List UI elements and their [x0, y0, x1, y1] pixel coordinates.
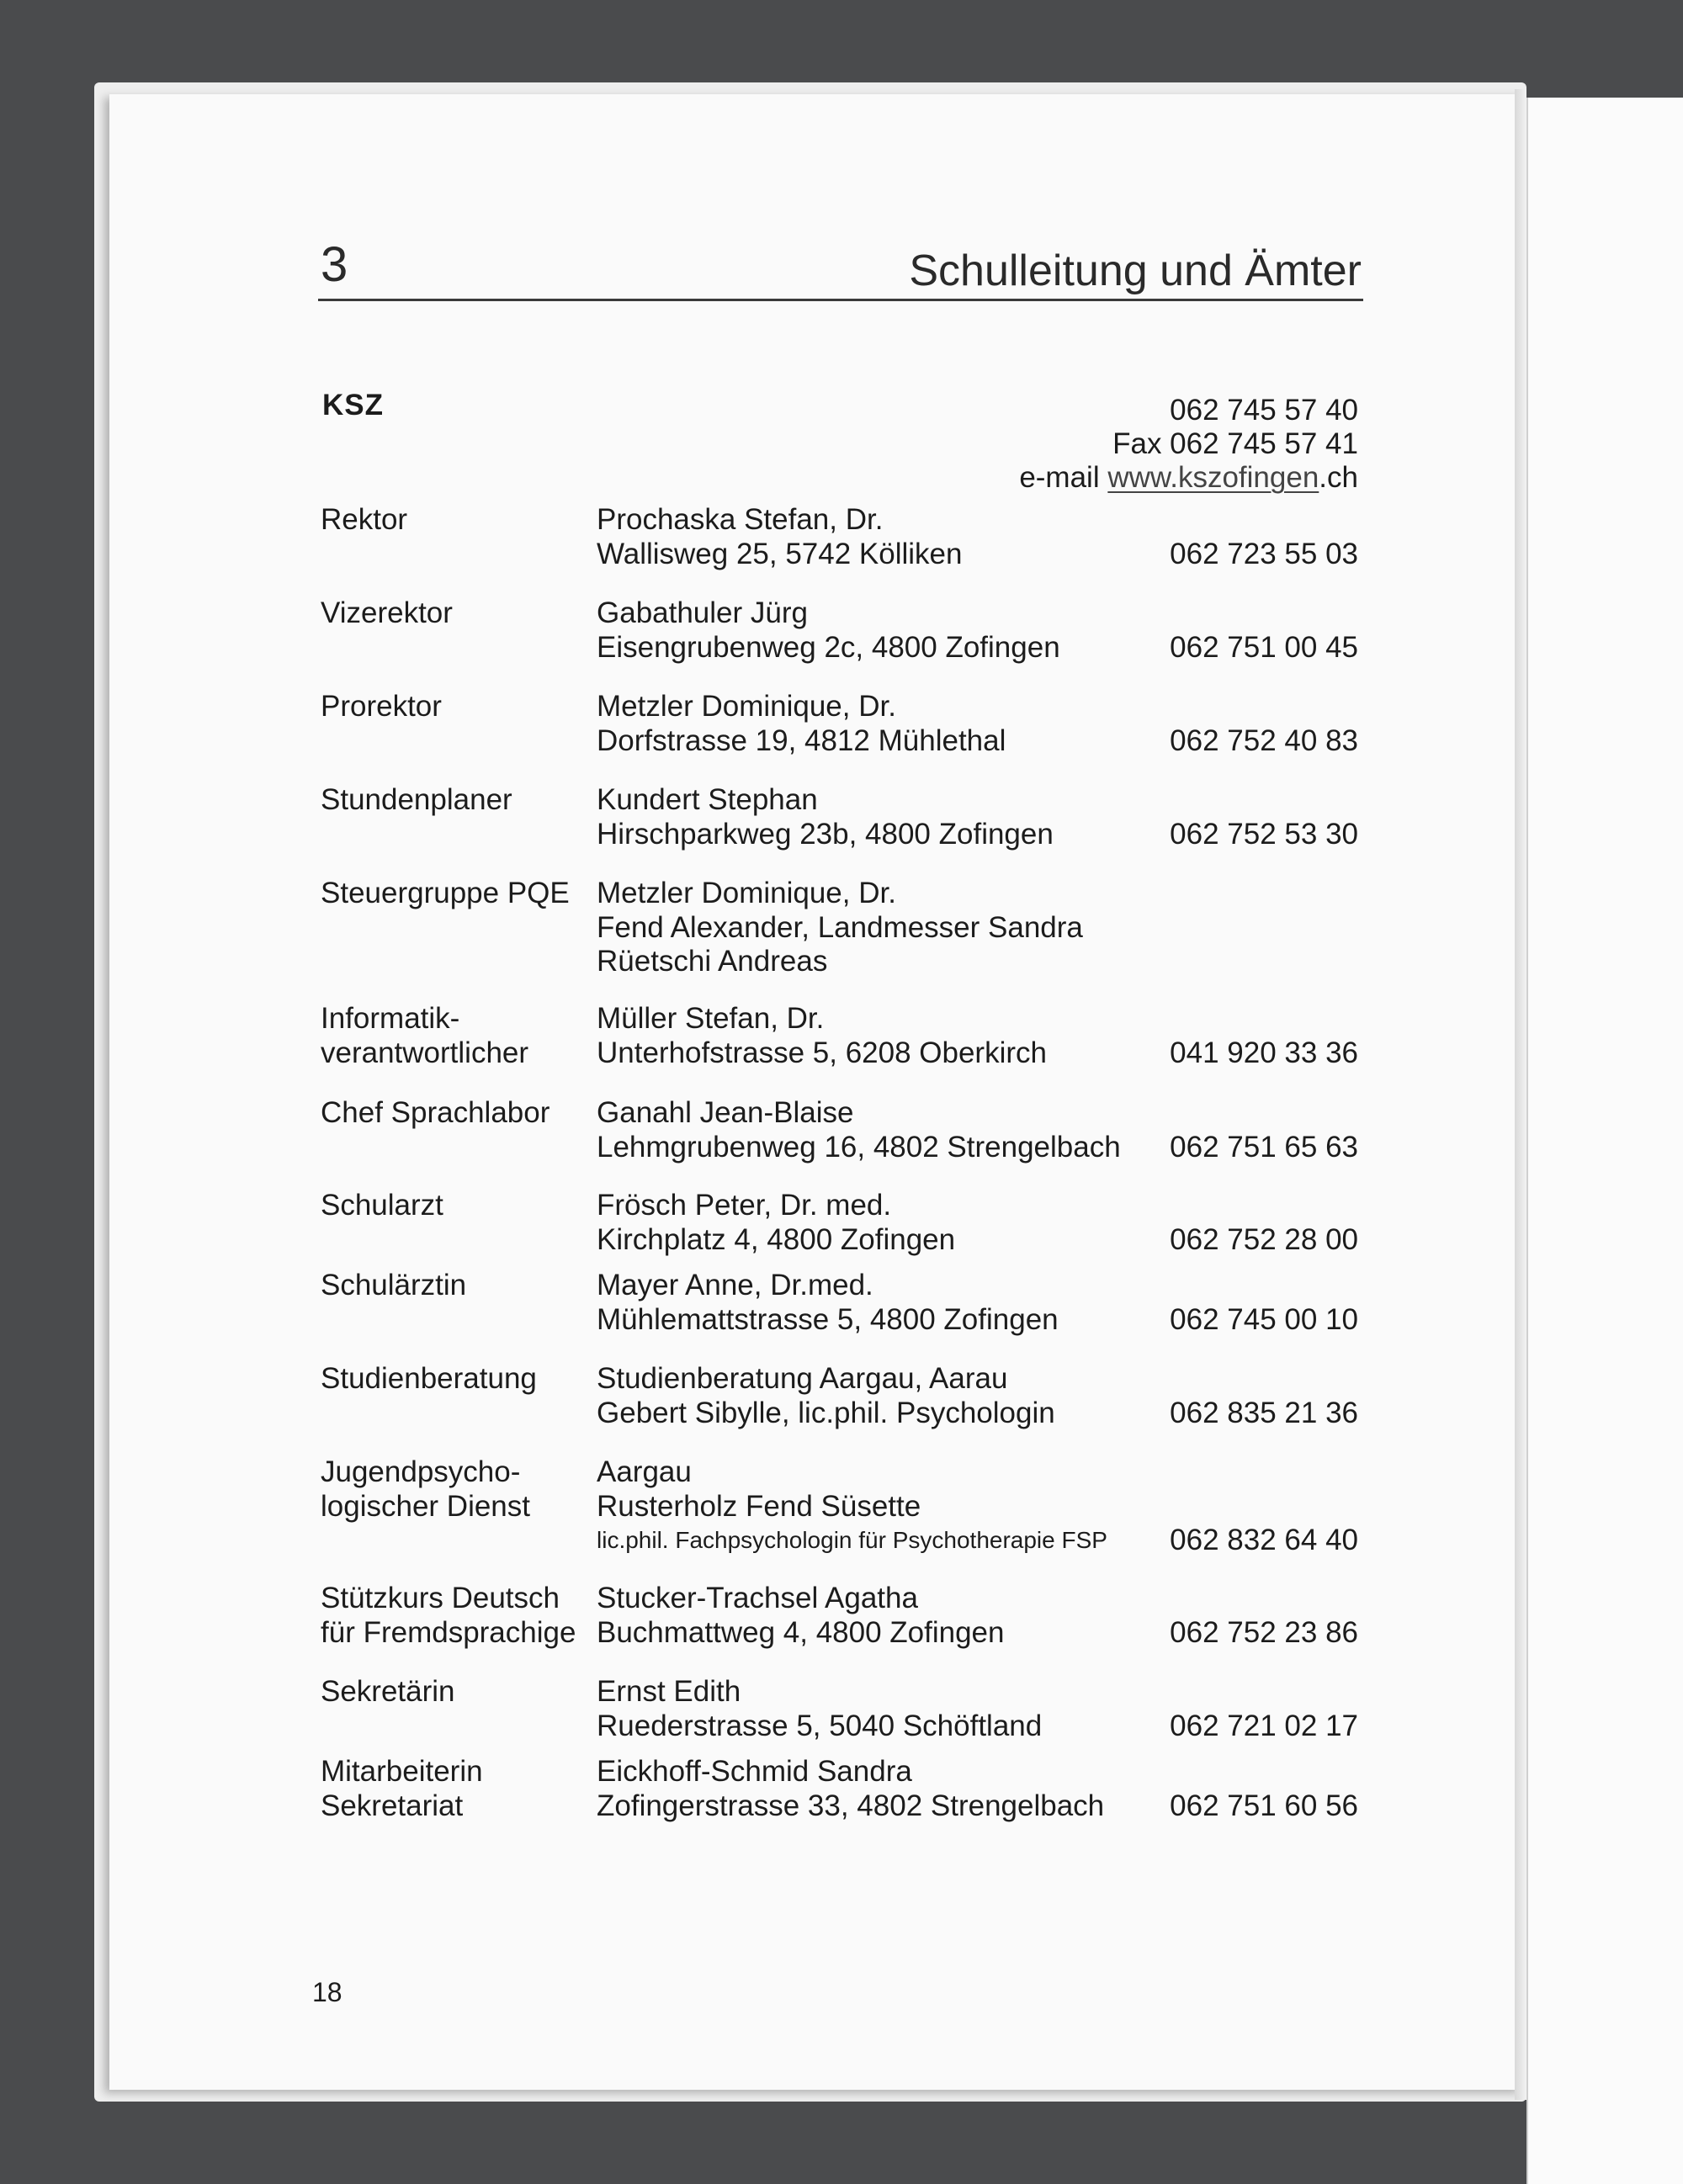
entry-phone: 062 752 53 30 [1170, 817, 1358, 851]
person-detail: Rüetschi Andreas [597, 945, 828, 978]
entry-person [597, 596, 1060, 665]
person-name: Gabathuler Jürg [597, 596, 808, 629]
entry-role [321, 1096, 549, 1131]
school-label: KSZ [322, 389, 384, 421]
person-detail: Hirschparkweg 23b, 4800 Zofingen [597, 817, 1054, 851]
role-line: Schularzt [321, 1189, 443, 1222]
role-line: Steuergruppe PQE [321, 877, 570, 909]
entry-phone: 062 751 60 56 [1170, 1789, 1358, 1822]
entry-phone: 062 723 55 03 [1170, 537, 1358, 570]
person-name: Metzler Dominique, Dr. [597, 877, 896, 909]
role-line: verantwortlicher [321, 1036, 529, 1069]
entry-person [597, 783, 1054, 851]
role-line: Chef Sprachlabor [321, 1096, 550, 1129]
person-name: Mayer Anne, Dr.med. [597, 1269, 873, 1301]
role-line: für Fremdsprachige [321, 1615, 576, 1649]
person-name: Ganahl Jean-Blaise [597, 1096, 854, 1129]
entry-phone: 062 745 00 10 [1170, 1302, 1358, 1336]
person-detail: Kirchplatz 4, 4800 Zofingen [597, 1222, 956, 1256]
role-line: Schulärztin [321, 1269, 467, 1301]
entry-person [597, 1096, 1121, 1164]
role-line: Informatik- [321, 1002, 460, 1035]
entry-role [321, 1362, 537, 1397]
person-detail: Fend Alexander, Landmesser Sandra [597, 910, 1083, 944]
person-name: Stucker-Trachsel Agatha [597, 1582, 918, 1614]
role-line: logischer Dienst [321, 1489, 530, 1523]
person-detail: Gebert Sibylle, lic.phil. Psychologin [597, 1396, 1055, 1429]
entry-phone: 062 835 21 36 [1170, 1396, 1358, 1429]
role-line: Studienberatung [321, 1362, 537, 1395]
person-detail: Dorfstrasse 19, 4812 Mühlethal [597, 724, 1006, 757]
role-line: Mitarbeiterin [321, 1755, 483, 1788]
website-link[interactable]: www.kszofingen [1107, 461, 1319, 494]
role-line: Stützkurs Deutsch [321, 1582, 560, 1614]
school-fax: Fax 062 745 57 41 [1112, 427, 1358, 460]
entry-person [597, 1455, 1107, 1558]
role-line: Sekretärin [321, 1675, 455, 1708]
entry-role [321, 1189, 443, 1223]
entry-phone: 062 752 28 00 [1170, 1222, 1358, 1256]
role-line: Jugendpsycho- [321, 1455, 521, 1488]
person-name: Prochaska Stefan, Dr. [597, 503, 884, 536]
entry-person [597, 1002, 1047, 1070]
chapter-number: 3 [321, 237, 348, 292]
person-name: Metzler Dominique, Dr. [597, 690, 896, 723]
entry-person [597, 1582, 1004, 1650]
entry-phone: 041 920 33 36 [1170, 1036, 1358, 1069]
entry-phone: 062 751 00 45 [1170, 630, 1358, 664]
website-suffix: .ch [1319, 461, 1358, 494]
role-line: Sekretariat [321, 1789, 464, 1822]
entry-person [597, 1362, 1055, 1430]
entry-role [321, 1675, 455, 1710]
person-detail: Mühlemattstrasse 5, 4800 Zofingen [597, 1302, 1059, 1336]
person-name: Eickhoff-Schmid Sandra [597, 1755, 912, 1788]
entry-role [321, 783, 512, 818]
entry-person [597, 690, 1006, 758]
person-name: Frösch Peter, Dr. med. [597, 1189, 892, 1222]
entry-phone: 062 752 23 86 [1170, 1615, 1358, 1649]
person-detail: Buchmattweg 4, 4800 Zofingen [597, 1615, 1005, 1649]
entry-role [321, 1755, 483, 1823]
person-name: Kundert Stephan [597, 783, 818, 816]
entry-role [321, 1455, 530, 1524]
person-name: Ernst Edith [597, 1675, 741, 1708]
entry-role [321, 1002, 528, 1070]
entry-person [597, 503, 963, 571]
entry-role [321, 1269, 466, 1303]
role-line: Vizerektor [321, 596, 453, 629]
entry-role [321, 1582, 576, 1650]
page-number: 18 [312, 1977, 342, 2007]
page-title: Schulleitung und Ämter [909, 246, 1362, 295]
person-qualification: lic.phil. Fachpsychologin für Psychotherapie FSP [597, 1527, 1107, 1553]
role-line: Prorektor [321, 690, 442, 723]
person-detail: Wallisweg 25, 5742 Kölliken [597, 537, 963, 570]
person-name: Aargau [597, 1455, 692, 1488]
person-name: Müller Stefan, Dr. [597, 1002, 825, 1035]
entry-role [321, 596, 453, 631]
entry-phone: 062 721 02 17 [1170, 1709, 1358, 1742]
entry-person [597, 877, 1083, 979]
person-detail: Rusterholz Fend Süsette [597, 1489, 921, 1523]
entry-person [597, 1755, 1104, 1823]
person-name: Studienberatung Aargau, Aarau [597, 1362, 1008, 1395]
person-detail: Eisengrubenweg 2c, 4800 Zofingen [597, 630, 1060, 664]
school-phone: 062 745 57 40 [1170, 394, 1358, 427]
entry-role [321, 690, 442, 724]
entry-phone: 062 832 64 40 [1170, 1524, 1358, 1556]
person-detail: Unterhofstrasse 5, 6208 Oberkirch [597, 1036, 1047, 1069]
entry-phone: 062 751 65 63 [1170, 1130, 1358, 1164]
entry-person [597, 1675, 1042, 1743]
person-detail: Ruederstrasse 5, 5040 Schöftland [597, 1709, 1043, 1742]
entry-role [321, 503, 407, 538]
role-line: Stundenplaner [321, 783, 512, 816]
person-detail: Lehmgrubenweg 16, 4802 Strengelbach [597, 1130, 1121, 1164]
person-detail: Zofingerstrasse 33, 4802 Strengelbach [597, 1789, 1105, 1822]
entry-role [321, 877, 570, 911]
entry-phone: 062 752 40 83 [1170, 724, 1358, 757]
email-prefix: e-mail [1019, 461, 1108, 494]
entry-person [597, 1269, 1059, 1337]
role-line: Rektor [321, 503, 408, 536]
entry-person [597, 1189, 955, 1257]
